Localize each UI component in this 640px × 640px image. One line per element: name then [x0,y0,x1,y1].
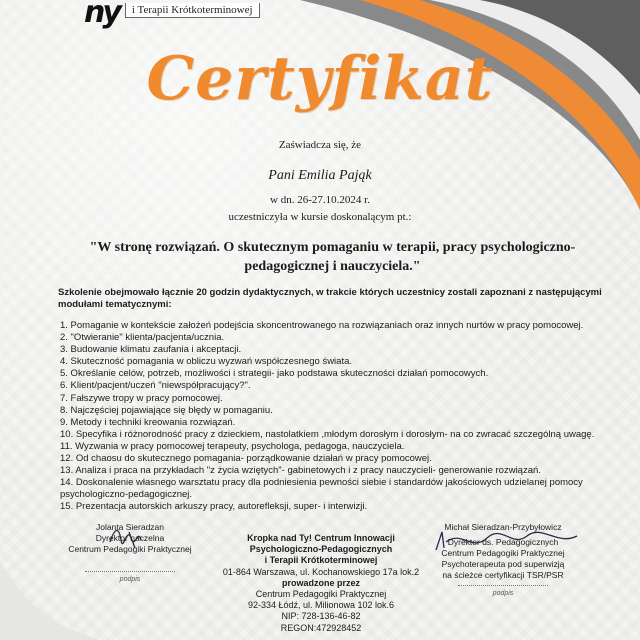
left-signature-block [60,522,200,585]
right-signature-label: podpis [458,585,548,599]
module-item: 15. Prezentacja autorskich arkuszy pracy, autorefleksji, super- i interwizji. [60,501,368,513]
right-signature-block [408,522,598,599]
right-signatory-institution: Centrum Pedagogiki Praktycznej [441,548,565,558]
module-item: 13. Analiza i praca na przykładach "z życia wziętych"- gabinetowych i z pracy nauczycieli- generowanie rozwiązań. [60,465,541,477]
module-item: 6. Klient/pacjent/uczeń "niewspółpracujący?". [60,380,251,392]
organizer-regon: REGON:472928452 [280,622,362,633]
organizer-name-3: i Terapii Krótkoterminowej [264,555,378,566]
attestation-line: Zaświadcza się, że [278,139,362,151]
organizer-operator-address: 92-334 Łódź, ul. Milionowa 102 lok.6 [247,600,395,611]
course-title: "W stronę rozwiązań. O skutecznym pomaganiu w terapii, pracy psychologiczno-pedagogicznej i nauczyciela." [89,240,576,274]
module-item: 5. Określanie celów, potrzeb, możliwości i strategii- jako podstawa skuteczności działań pomocowych. [60,368,489,380]
module-item: 8. Najczęściej pojawiające się błędy w pomaganiu. [60,404,273,416]
right-signatory-qualification: Psychoterapeuta pod superwizją [441,559,565,569]
module-item: 3. Budowanie klimatu zaufania i akceptacji. [60,344,242,356]
organizer-operator: Centrum Pedagogiki Praktycznej [255,589,387,600]
organizer-nip: NIP: 728-136-46-82 [281,611,361,622]
right-signatory-role: Dyrektor ds. Pedagogicznych [447,537,559,547]
certificate-title: Certyfikat [146,44,494,114]
organizer-address: 01-864 Warszawa, ul. Kochanowskiego 17a lok.2 [222,566,420,577]
organizer-name-2: Psychologiczno-Pedagogicznych [249,544,393,555]
right-signatory-name: Michał Sieradzan-Przybyłowicz [444,522,562,532]
module-list [60,320,605,514]
organization-logo [84,0,284,30]
module-item: 14. Doskonalenie własnego warsztatu pracy dla podniesienia pewności siebie i standardów jakościowych udzielanej pomocy psychologiczno-pedagogicznej. [60,477,583,501]
logo-text: i Terapii Krótkoterminowej [125,3,260,18]
module-item: 10. Specyfika i różnorodność pracy z dzieckiem, nastolatkiem ,młodym dorosłym i dorosłym- na co zwracać szczególną uwagę. [60,428,595,440]
date-line: w dn. 26-27.10.2024 r. [270,194,370,206]
module-item: 2. "Otwieranie" klienta/pacjenta/ucznia. [60,332,225,344]
left-signatory-name: Jolanta Sieradzan [95,522,165,532]
organizer-name: Kropka nad Ty! Centrum Innowacji [247,533,395,543]
left-signature-label: podpis [85,571,175,585]
logo-mark: ny [84,0,119,30]
left-signatory-institution: Centrum Pedagogiki Praktycznej [68,544,192,554]
module-item: 9. Metody i techniki kreowania rozwiązań. [60,416,236,428]
module-item: 12. Od chaosu do skutecznego pomagania- porządkowanie działań w pracy pomocowej. [60,453,432,465]
organizer-run-by: prowadzone przez [281,577,360,588]
right-signatory-certification: na ścieżce certyfikacji TSR/PSR [442,570,564,580]
organizer-block [216,533,426,634]
module-item: 1. Pomaganie w kontekście założeń podejścia skoncentrowanego na rozwiązaniach oraz innych nurtów w pracy pomocowej. [60,320,584,331]
training-intro: Szkolenie obejmowało łącznie 20 godzin dydaktycznych, w trakcie których uczestnicy zostali zapoznani z następującymi modułami tematycznymi: [58,287,602,310]
left-signatory-role: Dyrektor naczelna [95,533,165,543]
module-item: 11. Wyzwania w pracy pomocowej terapeuty, psychologa, pedagoga, nauczyciela. [60,440,405,452]
participation-line: uczestniczyła w kursie doskonalącym pt.: [228,211,412,223]
module-item: 4. Skuteczność pomagania w obliczu wyzwań współczesnego świata. [60,356,353,368]
recipient-name: Pani Emilia Pająk [268,168,372,183]
module-item: 7. Fałszywe tropy w pracy pomocowej. [60,392,223,404]
